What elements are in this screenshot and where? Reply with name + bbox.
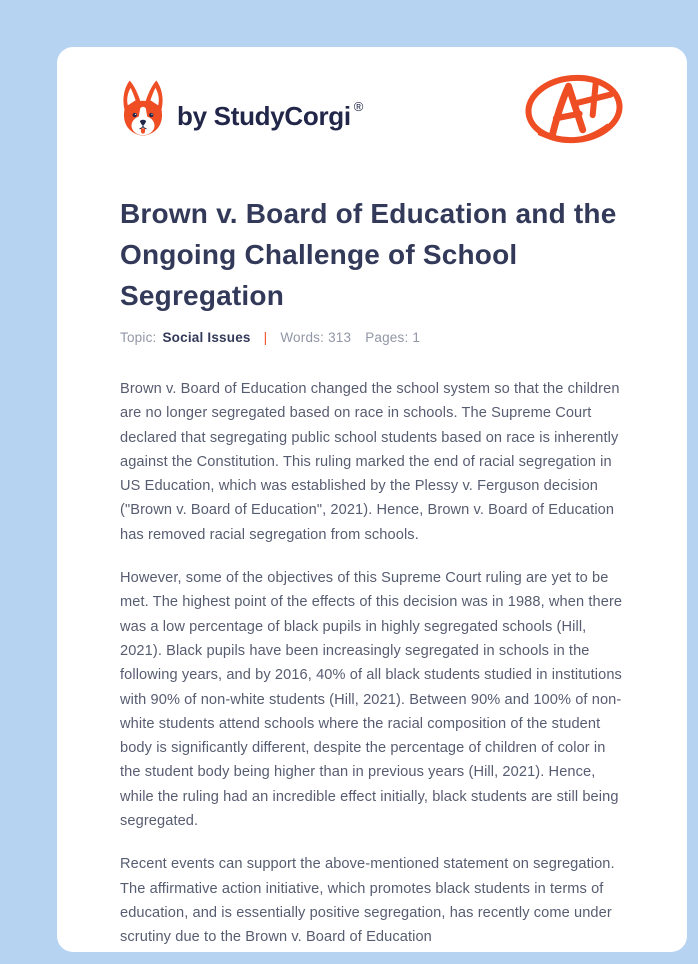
registered-trademark: ® bbox=[353, 98, 364, 114]
topic-label: Topic: bbox=[120, 330, 157, 345]
essay-paragraph: However, some of the objectives of this Supreme Court ruling are yet to be met. The highest point of the effects of this decision was in 1988, when there was a low percentage of black pupils in highly segregated schools (Hill, 2021). Black pupils have been increasingly segregated in schools in the following years, and by 2016, 40% of all black students studied in institutions with 90% of non-white students (Hill, 2021). Between 90% and 100% of non-white students attend schools where the racial composition of the student body is significantly different, despite the percentage of children of color in the student body being higher than in previous years (Hill, 2021). Hence, while the ruling had an incredible effect initially, black students are still being segregated. bbox=[120, 570, 623, 830]
document-card bbox=[57, 47, 687, 952]
essay-body bbox=[120, 377, 626, 950]
essay-paragraph: Brown v. Board of Education changed the school system so that the children are no longer segregated based on race in schools. The Supreme Court declared that segregating public school students based on race is inherently against the Constitution. This ruling marked the end of racial segregation in US Education, which was established by the Plessy v. Ferguson decision ("Brown v. Board of Education", 2021). Hence, Brown v. Board of Education has removed racial segregation from schools. bbox=[120, 381, 620, 543]
meta-separator: | bbox=[263, 330, 268, 345]
pages-count: Pages: 1 bbox=[365, 330, 421, 345]
essay-paragraph: Recent events can support the above-mentioned statement on segregation. The affirmative action initiative, which promotes black students in terms of education, and is essentially positive segregation, has recently come under scrutiny due to the Brown v. Board of Education bbox=[120, 856, 615, 946]
logo-text: by StudyCorgi ® bbox=[177, 98, 364, 131]
a-plus-grade-badge-icon bbox=[522, 72, 626, 151]
corgi-face-icon bbox=[120, 79, 166, 144]
words-count: Words: 313 bbox=[280, 330, 352, 345]
header bbox=[120, 74, 626, 148]
article-meta bbox=[120, 330, 626, 345]
studycorgi-logo[interactable] bbox=[120, 79, 363, 144]
topic-link[interactable]: Social Issues bbox=[162, 330, 251, 345]
page-title: Brown v. Board of Education and the Ongoing Challenge of School Segregation bbox=[120, 198, 617, 311]
